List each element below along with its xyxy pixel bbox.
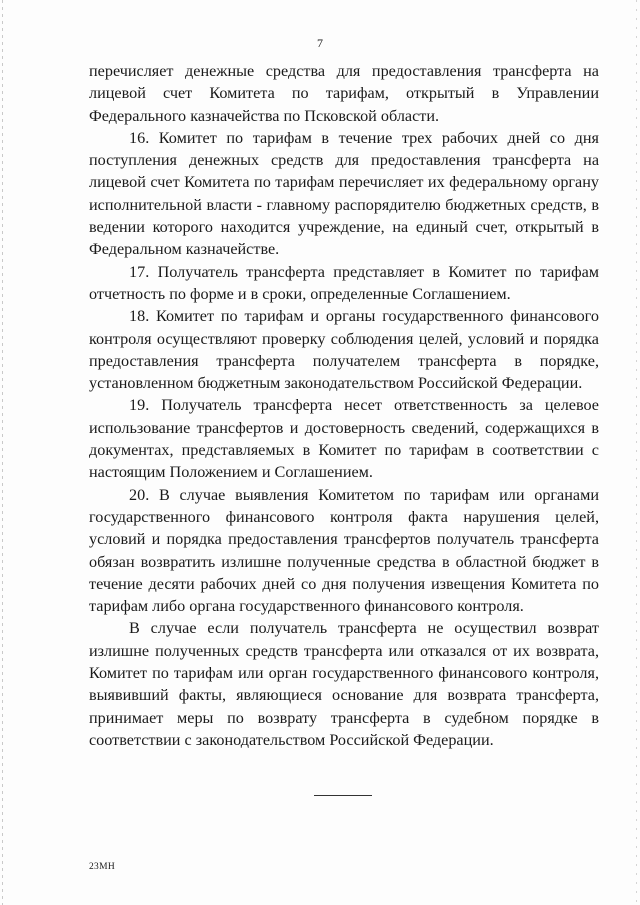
footer-code: 23МН [89, 862, 116, 872]
paragraph-continuation: перечисляет денежные средства для предоставления трансферта на лицевой счет Комитета по тарифам, открытый в Управлении Федерального казначейства по Псковской области. [89, 62, 599, 125]
document-body [89, 60, 599, 751]
paragraph-20-continued: В случае если получатель трансферта не осуществил возврат излишне полученных средств трансферта или отказался от их возврата, Комитет по тарифам или орган государственного финансового контроля, выявивший факты, являющиеся основание для возврата трансферта, принимает меры по возврату трансферта в судебном порядке в соответствии с законодательством Российской Федерации. [89, 619, 599, 749]
scan-edge-right [636, 0, 637, 905]
paragraph-17: 17. Получатель трансферта представляет в Комитет по тарифам отчетность по форме и в сроки, определенные Соглашением. [89, 262, 599, 303]
closing-rule [314, 795, 372, 796]
paragraph-18: 18. Комитет по тарифам и органы государственного финансового контроля осуществляют проверку соблюдения целей, условий и порядка предоставления трансферта получателем трансферта в порядке, установленном бюджетным законодательством Российской Федерации. [89, 307, 599, 393]
paragraph-19: 19. Получатель трансферта несет ответственность за целевое использование трансфертов и достоверность сведений, содержащихся в документах, представляемых в Комитет по тарифам в соответствии с настоящим Положением и Соглашением. [89, 396, 599, 482]
paragraph-16: 16. Комитет по тарифам в течение трех рабочих дней со дня поступления денежных средств для предоставления трансферта на лицевой счет Комитета по тарифам перечисляет их федеральному органу исполнительной власти - главному распорядителю бюджетных средств, в ведении которого находится учреждение, на единый счет, открытый в Федеральном казначействе. [89, 128, 599, 259]
page-number: 7 [317, 36, 323, 50]
paragraph-20: 20. В случае выявления Комитетом по тарифам или органами государственного финансового контроля факта нарушения целей, условий и порядка предоставления трансфертов получатель трансферта обязан возвратить излишне полученные средства в областной бюджет в течение десяти рабочих дней со дня получения извещения Комитета по тарифам либо органа государственного финансового контроля. [89, 485, 599, 616]
scan-edge-left [2, 0, 3, 905]
